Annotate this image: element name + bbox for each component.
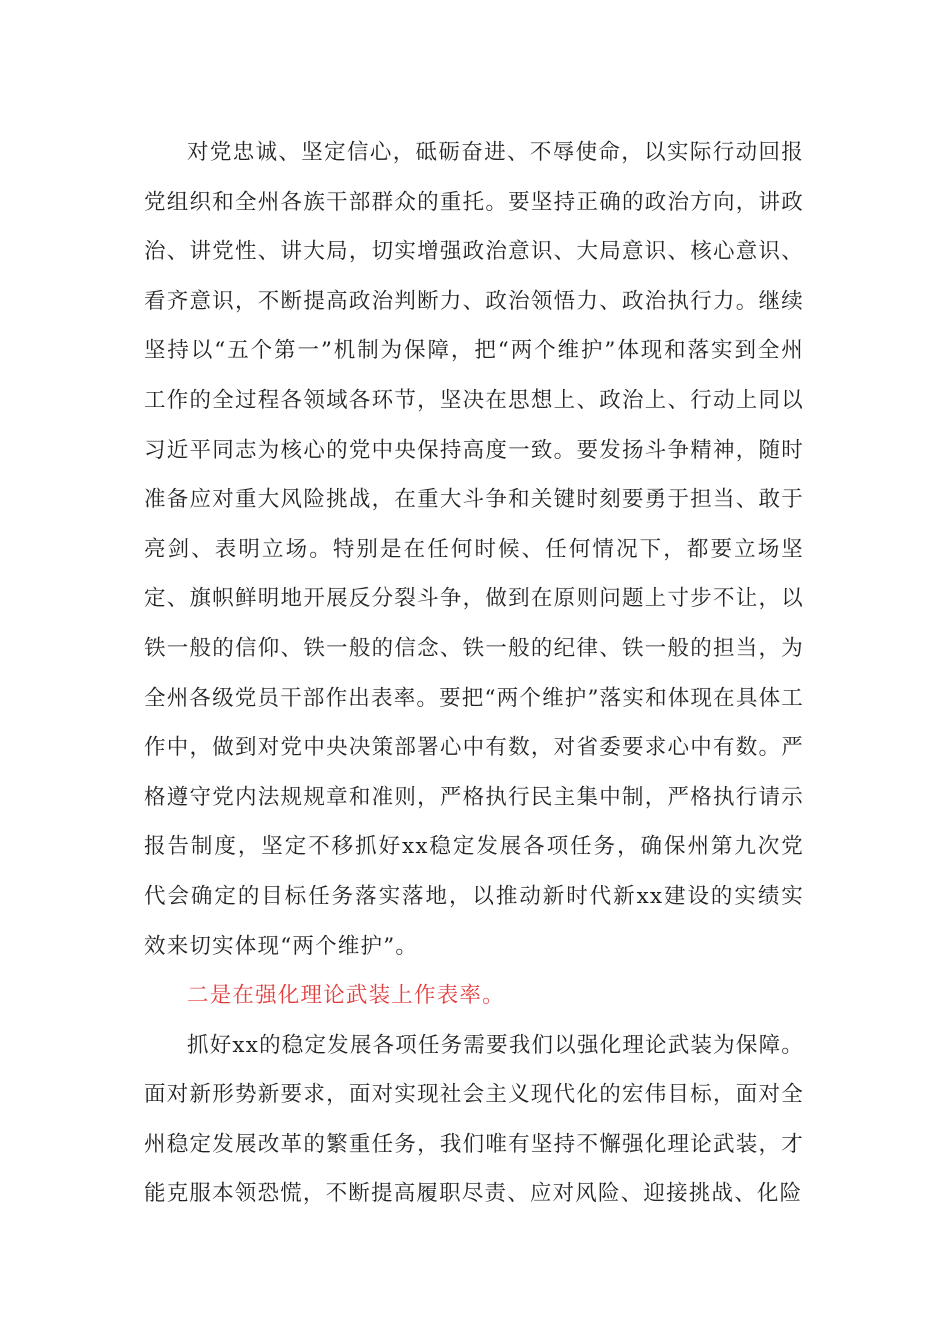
document-body <box>144 128 804 1219</box>
paragraph-second: 抓好xx的稳定发展各项任务需要我们以强化理论武装为保障。面对新形势新要求，面对实现社会主义现代化的宏伟目标，面对全州稳定发展改革的繁重任务，我们唯有坚持不懈强化理论武装，才能克服本领恐慌，不断提高履职尽责、应对风险、迎接挑战、化险 <box>144 1032 804 1207</box>
section-heading: 二是在强化理论武装上作表率。 <box>187 983 505 1009</box>
paragraph-first: 对党忠诚、坚定信心，砥砺奋进、不辱使命，以实际行动回报党组织和全州各族干部群众的重托。要坚持正确的政治方向，讲政治、讲党性、讲大局，切实增强政治意识、大局意识、核心意识、看齐意识，不断提高政治判断力、政治领悟力、政治执行力。继续坚持以“五个第一”机制为保障，把“两个维护”体现和落实到全州工作的全过程各领域各环节，坚决在思想上、政治上、行动上同以习近平同志为核心的党中央保持高度一致。要发扬斗争精神，随时准备应对重大风险挑战，在重大斗争和关键时刻要勇于担当、敢于亮剑、表明立场。特别是在任何时候、任何情况下，都要立场坚定、旗帜鲜明地开展反分裂斗争，做到在原则问题上寸步不让，以铁一般的信仰、铁一般的信念、铁一般的纪律、铁一般的担当，为全州各级党员干部作出表率。要把“两个维护”落实和体现在具体工作中，做到对党中央决策部署心中有数，对省委要求心中有数。严格遵守党内法规规章和准则，严格执行民主集中制，严格执行请示报告制度，坚定不移抓好xx稳定发展各项任务，确保州第九次党代会确定的目标任务落实落地，以推动新时代新xx建设的实绩实效来切实体现“两个维护”。 <box>144 140 804 959</box>
